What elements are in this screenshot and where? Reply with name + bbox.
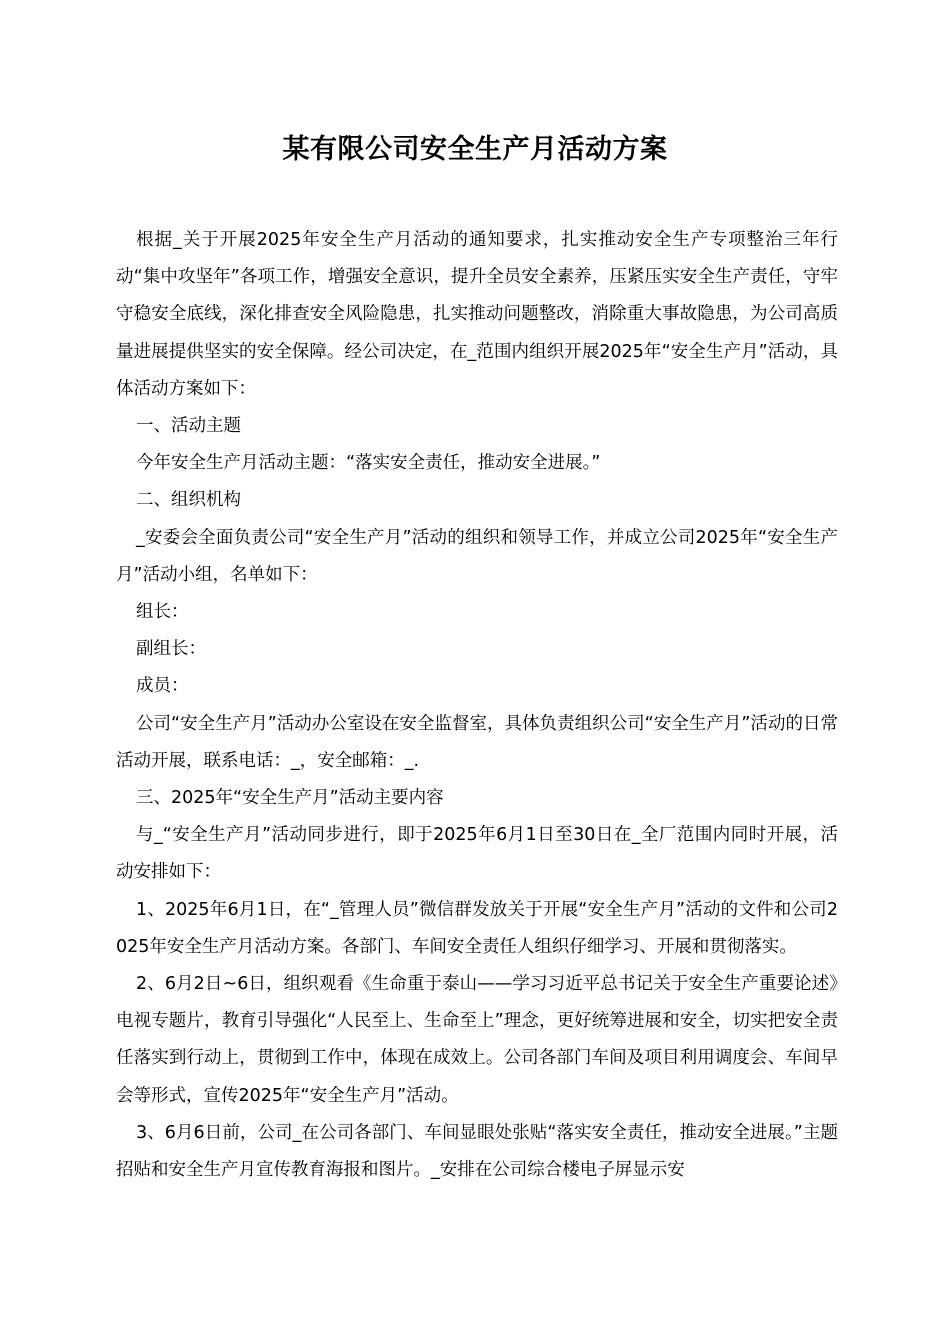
theme-paragraph: 今年安全生产月活动主题：“落实安全责任，推动安全进展。” [136, 453, 601, 474]
deputy-leader-line: 副组长： [136, 639, 206, 660]
intro-paragraph: 根据_关于开展2025年安全生产月活动的通知要求，扎实推动安全生产专项整治三年行动“集中攻坚年”各项工作，增强安全意识，提升全员安全素养，压紧压实安全生产责任，守牢守稳安全底线，深化排查安全风险隐患，扎实推动问题整改，消除重大事故隐患，为公司高质量进展提供坚实的安全保障。经公司决定，在_范围内组织开展2025年“安全生产月”活动，具体活动方案如下： [116, 230, 838, 399]
office-paragraph: 公司“安全生产月”活动办公室设在安全监督室，具体负责组织公司“安全生产月”活动的日常活动开展，联系电话：_，安全邮箱：_. [116, 713, 838, 771]
document-body [116, 222, 838, 1189]
section-heading-theme: 一、活动主题 [136, 416, 241, 437]
organization-paragraph: _安委会全面负责公司“安全生产月”活动的组织和领导工作，并成立公司2025年“安全生产月”活动小组，名单如下： [116, 527, 838, 585]
schedule-item-1: 1、2025年6月1日，在“_管理人员”微信群发放关于开展“安全生产月”活动的文件和公司2025年安全生产月活动方案。各部门、车间安全责任人组织仔细学习、开展和贯彻落实。 [116, 899, 838, 957]
schedule-item-2: 2、6月2日~6日，组织观看《生命重于泰山——学习习近平总书记关于安全生产重要论述》电视专题片，教育引导强化“人民至上、生命至上”理念，更好统筹进展和安全，切实把安全责任落实到行动上，贯彻到工作中，体现在成效上。公司各部门车间及项目利用调度会、车间早会等形式，宣传2025年“安全生产月”活动。 [116, 974, 838, 1106]
group-leader-line: 组长： [136, 602, 189, 623]
schedule-intro-paragraph: 与_“安全生产月”活动同步进行，即于2025年6月1日至30日在_全厂范围内同时开展，活动安排如下： [116, 825, 838, 883]
section-heading-content: 三、2025年“安全生产月”活动主要内容 [136, 788, 444, 809]
schedule-item-3: 3、6月6日前，公司_在公司各部门、车间显眼处张贴“落实安全责任，推动安全进展。”主题招贴和安全生产月宣传教育海报和图片。_安排在公司综合楼电子屏显示安 [116, 1122, 838, 1181]
section-heading-organization: 二、组织机构 [136, 490, 241, 511]
members-line: 成员： [136, 676, 189, 697]
document-title: 某有限公司安全生产月活动方案 [282, 134, 668, 165]
